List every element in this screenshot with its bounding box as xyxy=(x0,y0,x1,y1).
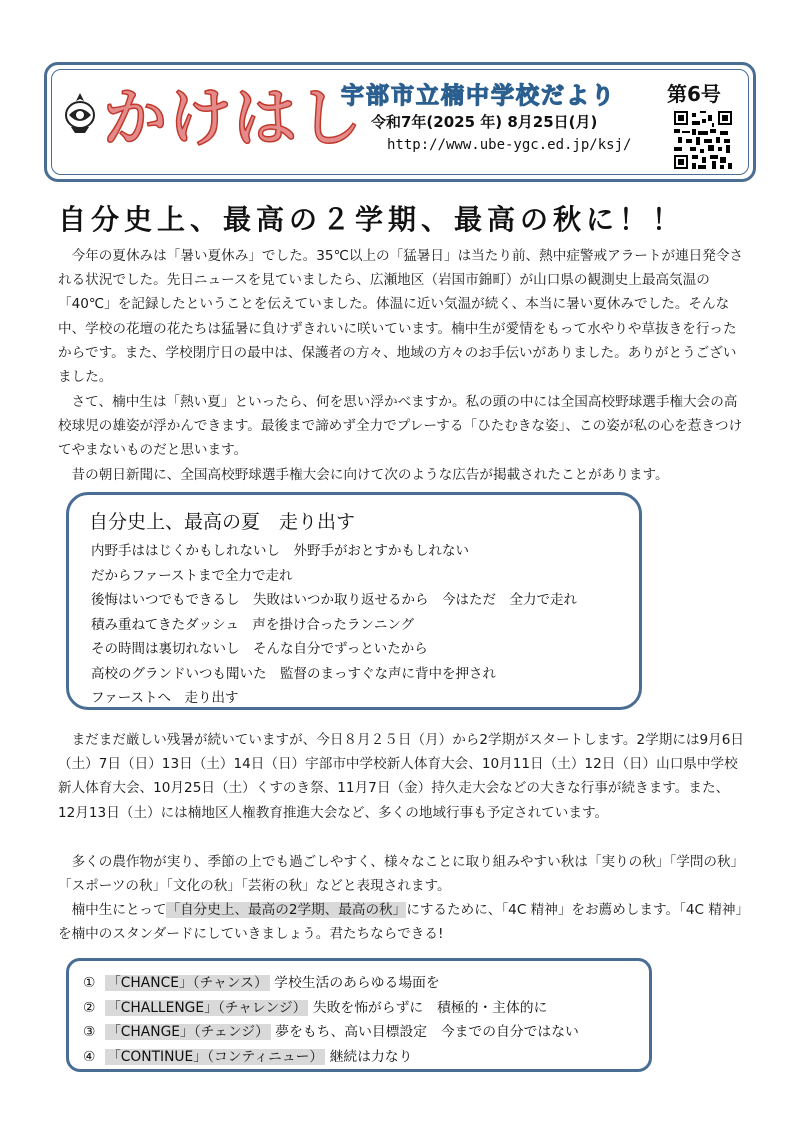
four-c-list xyxy=(83,971,579,1069)
item-keyword: 「CONTINUE」（コンティニュー） xyxy=(107,1048,324,1065)
school-name: 宇部市立楠中学校だより xyxy=(341,83,616,109)
closing-pre: 楠中生にとって xyxy=(71,902,167,918)
poem-line: その時間は裏切れないし そんな自分でずっといたから xyxy=(91,641,428,657)
body-paragraph-1: まだまだ厳しい残暑が続いていますが、今日８月２５日（月）から2学期がスタートします。2学期には9月6日（土）7日（日）13日（土）14日（日）宇部市中学校新人体育大会、10月11日（土）12日（日）山口県中学校新人体育大会、10月25日（土）くすのき祭、11月7日（金）持久走大会などの大きな行事が続きます。また、12月13日（土）には楠地区人権教育推進大会など、多くの地域行事も予定されています。 xyxy=(58,732,745,821)
item-number: ④ xyxy=(83,1048,96,1065)
poem-line: ファーストへ 走り出す xyxy=(91,690,239,706)
poem-line: 内野手ははじくかもしれないし 外野手がおとすかもしれない xyxy=(91,543,469,559)
poem-lines xyxy=(91,539,577,711)
intro-paragraph-3: 昔の朝日新聞に、全国高校野球選手権大会に向けて次のような広告が掲載されたことがあります。 xyxy=(71,467,669,483)
item-number: ② xyxy=(83,999,96,1016)
item-keyword: 「CHALLENGE」（チャレンジ） xyxy=(107,999,307,1016)
item-text: 継続は力なり xyxy=(325,1048,413,1065)
four-c-item xyxy=(83,996,579,1021)
four-c-item xyxy=(83,1020,579,1045)
item-number: ① xyxy=(83,975,96,991)
closing-post: にするために、「4C 精神」をお薦めします。「4C 精神」を楠中のスタンダードにしていきましょう。君たちならできる! xyxy=(58,902,743,943)
poem-line: だからファーストまで全力で走れ xyxy=(91,567,293,584)
closing-highlight: 「自分史上、最高の2学期、最高の秋」 xyxy=(166,902,407,918)
item-keyword: 「CHANCE」（チャンス） xyxy=(107,975,268,991)
qr-code-icon[interactable] xyxy=(674,111,732,169)
poem-line: 積み重ねてきたダッシュ 声を掛け合ったランニング xyxy=(91,616,415,633)
item-keyword: 「CHANGE」（チェンジ） xyxy=(107,1024,269,1040)
poem-box xyxy=(66,492,642,710)
issue-number: 第6号 xyxy=(667,82,721,106)
item-text: 失敗を怖がらずに 積極的・主体的に xyxy=(308,999,548,1016)
school-emblem-icon xyxy=(63,91,97,135)
poem-title: 自分史上、最高の夏 走り出す xyxy=(89,511,356,533)
poem-line: 後悔はいつでもできるし 失敗はいつか取り返せるから 今はただ 全力で走れ xyxy=(91,592,577,608)
four-c-box xyxy=(66,958,652,1072)
headline: 自分史上、最高の２学期、最高の秋に！！ xyxy=(58,203,686,236)
newsletter-title: かけはし xyxy=(103,82,363,156)
intro-paragraph-1: 今年の夏休みは「暑い夏休み」でした。35℃以上の「猛暑日」は当たり前、熱中症警戒アラートが連日発令される状況でした。先日ニュースを見ていましたら、広瀬地区（岩国市錦町）が山口県の観測史上最高気温の「40℃」を記録したということを伝えていました。体温に近い気温が続く、本当に暑い夏休みでした。そんな中、学校の花壇の花たちは猛暑に負けずきれいに咲いています。楠中生が愛情をもって水やりや草抜きを行ったからです。また、学校閉庁日の最中は、保護者の方々、地域の方々のお手伝いがありました。ありがとうございました。 xyxy=(58,248,744,386)
school-url[interactable]: http://www.ube-ygc.ed.jp/ksj/ xyxy=(387,137,632,153)
poem-line: 高校のグランドいつも聞いた 監督のまっすぐな声に背中を押され xyxy=(91,665,496,682)
body-paragraph-2: 多くの農作物が実り、季節の上でも過ごしやすく、様々なことに取り組みやすい秋は「実りの秋」「学問の秋」「スポーツの秋」「文化の秋」「芸術の秋」などと表現されます。 xyxy=(58,854,745,895)
closing-paragraph xyxy=(58,898,746,946)
masthead xyxy=(44,62,756,182)
item-text: 学校生活のあらゆる場面を xyxy=(269,975,440,991)
item-text: 夢をもち、高い目標設定 今までの自分ではない xyxy=(270,1024,579,1040)
issue-date: 令和7年(2025 年) 8月25日(月) xyxy=(371,113,598,131)
four-c-item xyxy=(83,971,579,996)
item-number: ③ xyxy=(83,1024,96,1040)
four-c-item xyxy=(83,1045,579,1070)
intro-paragraph-2: さて、楠中生は「熱い夏」といったら、何を思い浮かべますか。私の頭の中には全国高校野球選手権大会の高校球児の雄姿が浮かんできます。最後まで諦めず全力でプレーする「ひたむきな姿」、この姿が私の心を惹きつけてやまないものだと思います。 xyxy=(58,394,743,459)
